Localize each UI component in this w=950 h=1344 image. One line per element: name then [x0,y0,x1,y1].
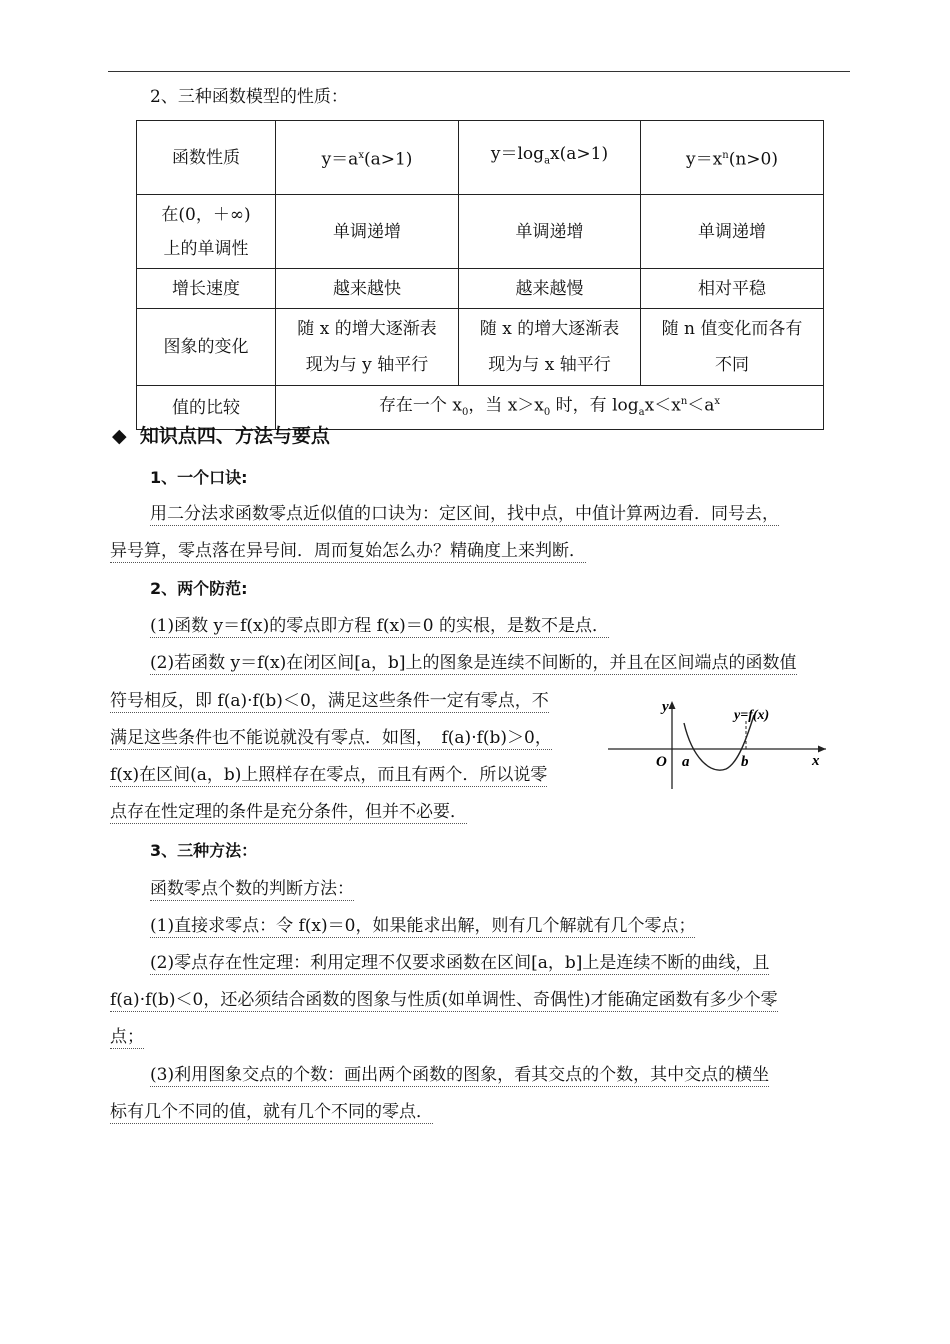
table-cell: 随 x 的增大逐渐表 现为与 y 轴平行 [276,309,459,386]
top-rule [108,71,850,72]
table-row-label: 在(0，＋∞) 上的单调性 [137,195,276,269]
diamond-bullet-icon: ◆ [112,425,127,447]
table-row [137,386,824,430]
method-3-line-2: 标有几个不同的值，就有几个不同的零点． [110,1102,433,1122]
table-row [137,195,824,269]
method-2-line-1: (2)零点存在性定理：利用定理不仅要求函数在区间[a，b]上是连续不断的曲线，且 [150,953,770,973]
method-1: (1)直接求零点：令 f(x)＝0，如果能求出解，则有几个解就有几个零点； [150,916,696,936]
caution-2-line-1: (2)若函数 y＝f(x)在闭区间[a，b]上的图象是连续不间断的，并且在区间端点的函数值 [150,653,797,673]
properties-table [136,120,824,430]
table-row-label: 图象的变化 [137,309,276,386]
mnemonic-line-1: 用二分法求函数零点近似值的口诀为：定区间，找中点，中值计算两边看．同号去， [150,504,779,524]
method-2-line-3: 点； [110,1027,144,1047]
knowledge-point-heading: ◆ 知识点四、方法与要点 [112,425,330,447]
table-row [137,309,824,386]
table-merged-cell: 存在一个 $x_0$，当 $x>x_0$ 时，有 $\log_ax<x^n<a^x$ [276,386,824,430]
caution-1: (1)函数 y＝f(x)的零点即方程 f(x)＝0 的实根，是数不是点． [150,616,609,636]
methods-intro: 函数零点个数的判断方法： [150,879,354,899]
function-graph [604,697,830,793]
x-axis-arrow [818,746,826,753]
table-row-label: 增长速度 [137,269,276,309]
curve-label: y=f(x) [734,708,770,723]
caution-2-line-2: 符号相反，即 f(a)·f(b)＜0，满足这些条件一定有零点，不 [110,691,549,711]
table-header-cell: $y=a^x(a>1)$ [276,121,459,195]
table-header-cell: $y=x^n(n>0)$ [641,121,824,195]
table-header-cell: 函数性质 [137,121,276,195]
table-cell: 越来越快 [276,269,459,309]
table-cell: 单调递增 [641,195,824,269]
table-cell: 单调递增 [276,195,459,269]
table-cell: 越来越慢 [459,269,641,309]
table-cell: 相对平稳 [641,269,824,309]
x-axis-label: x [812,753,820,769]
method-3-line-1: (3)利用图象交点的个数：画出两个函数的图象，看其交点的个数，其中交点的横坐 [150,1065,770,1085]
subsection-title: 3、三种方法： [150,841,258,860]
y-axis-label: y [662,699,669,715]
mnemonic-line-2: 异号算，零点落在异号间．周而复始怎么办？精确度上来判断． [110,541,586,561]
table-cell: 单调递增 [459,195,641,269]
subsection-title: 2、两个防范: [150,579,248,598]
a-label: a [682,754,690,770]
caution-2-line-3: 满足这些条件也不能说就没有零点．如图， f(a)·f(b)＞0， [110,728,552,748]
caution-2-line-4: f(x)在区间(a，b)上照样存在零点，而且有两个．所以说零 [110,765,548,785]
b-label: b [741,754,749,770]
section-title: 2、三种函数模型的性质： [150,87,348,107]
table-cell: 随 n 值变化而各有 不同 [641,309,824,386]
subsection-title: 1、一个口诀: [150,468,248,487]
table-row-label: 值的比较 [137,386,276,430]
table-cell: 随 x 的增大逐渐表 现为与 x 轴平行 [459,309,641,386]
table-row [137,269,824,309]
table-header-row [137,121,824,195]
y-axis-arrow [669,701,676,709]
origin-label: O [656,754,667,770]
table-header-cell: $y=\log_ax(a>1)$ [459,121,641,195]
method-2-line-2: f(a)·f(b)＜0，还必须结合函数的图象与性质(如单调性、奇偶性)才能确定函数有多少个零 [110,990,778,1010]
caution-2-line-5: 点存在性定理的条件是充分条件，但并不必要． [110,802,467,822]
